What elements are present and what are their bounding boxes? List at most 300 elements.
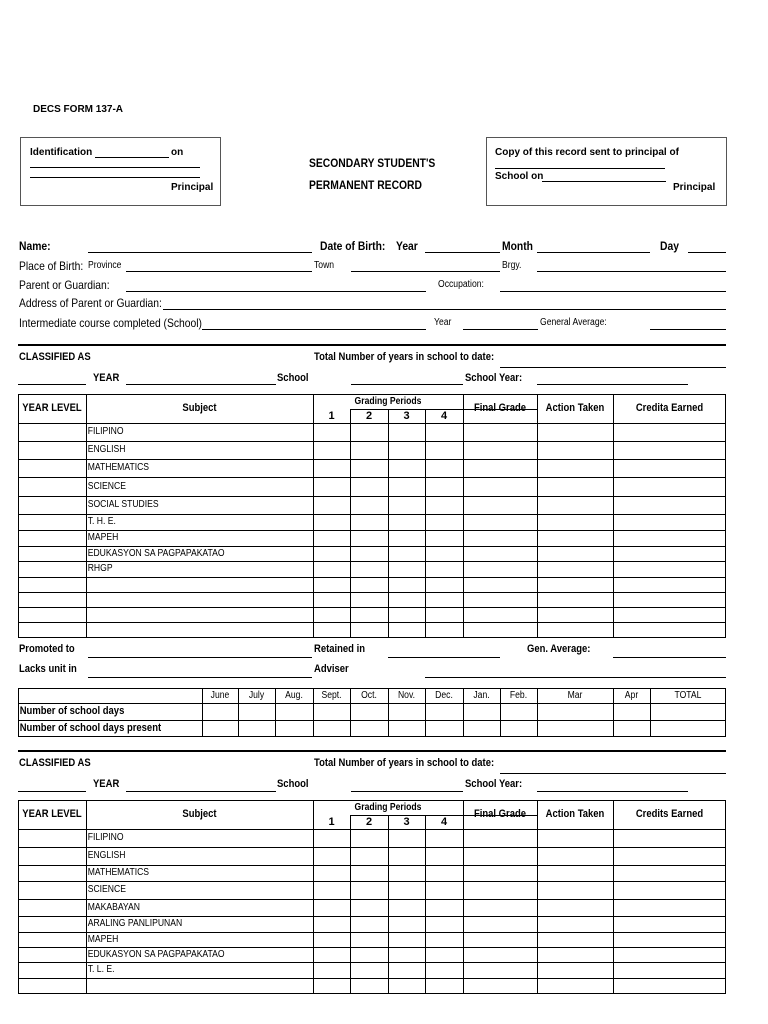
grade-cell[interactable] bbox=[463, 577, 537, 592]
dob-year-field[interactable] bbox=[425, 252, 500, 253]
grade-cell[interactable] bbox=[350, 546, 388, 561]
grade-cell[interactable] bbox=[537, 577, 613, 592]
grade-cell[interactable] bbox=[425, 899, 463, 916]
period-3-header: 3 bbox=[403, 815, 410, 828]
period-2-header: 2 bbox=[365, 815, 373, 828]
attendance-cell[interactable] bbox=[388, 703, 425, 720]
grade-cell[interactable] bbox=[537, 546, 613, 561]
month-header: Aug. bbox=[285, 689, 303, 701]
grade-cell[interactable] bbox=[463, 561, 537, 577]
section-divider-2 bbox=[18, 750, 726, 752]
grade-cell[interactable] bbox=[350, 459, 388, 477]
subject-cell: MAPEH bbox=[87, 933, 119, 945]
grade-cell[interactable] bbox=[350, 477, 388, 496]
month-header: Dec. bbox=[435, 689, 453, 701]
year-label: YEAR bbox=[93, 372, 120, 384]
grade-cell[interactable] bbox=[537, 829, 613, 847]
grade-cell[interactable] bbox=[350, 899, 388, 916]
month-header: Mar bbox=[567, 689, 583, 701]
month-header: Oct. bbox=[361, 689, 377, 701]
grade-cell[interactable] bbox=[613, 496, 726, 514]
subject-cell: ARALING PANLIPUNAN bbox=[87, 918, 183, 929]
grade-cell[interactable] bbox=[613, 829, 726, 847]
attendance-cell[interactable] bbox=[613, 703, 650, 720]
grade-cell[interactable] bbox=[388, 829, 425, 847]
subject-cell: MAKABAYAN bbox=[87, 901, 140, 913]
grade-cell[interactable] bbox=[313, 916, 350, 932]
grade-cell[interactable] bbox=[425, 514, 463, 530]
general-average-label: General Average: bbox=[540, 317, 607, 328]
grade-cell[interactable] bbox=[463, 530, 537, 546]
table-row bbox=[18, 865, 726, 881]
attendance-cell[interactable] bbox=[238, 720, 275, 737]
table-row bbox=[18, 962, 726, 978]
period-2-header: 2 bbox=[365, 409, 373, 422]
grade-cell[interactable] bbox=[313, 607, 350, 622]
grade-cell[interactable] bbox=[613, 916, 726, 932]
grade-cell[interactable] bbox=[613, 607, 726, 622]
grade-cell[interactable] bbox=[425, 441, 463, 459]
identification-box bbox=[20, 137, 221, 206]
identification-line[interactable] bbox=[95, 157, 169, 158]
grade-cell[interactable] bbox=[537, 622, 613, 638]
table-row bbox=[18, 592, 726, 607]
grade-cell[interactable] bbox=[425, 947, 463, 962]
name-label: Name: bbox=[19, 239, 51, 253]
period-3-header: 3 bbox=[403, 409, 410, 422]
table-row bbox=[18, 978, 726, 994]
credits-earned-header: Credita Earned bbox=[635, 402, 704, 414]
grade-cell[interactable] bbox=[463, 962, 537, 978]
adviser-label: Adviser bbox=[314, 663, 349, 675]
grade-cell[interactable] bbox=[613, 546, 726, 561]
form-title-line2: PERMANENT RECORD bbox=[309, 178, 422, 192]
grade-cell[interactable] bbox=[350, 441, 388, 459]
grade-cell[interactable] bbox=[350, 881, 388, 899]
subject-cell: SCIENCE bbox=[87, 884, 126, 895]
grade-cell[interactable] bbox=[313, 947, 350, 962]
grade-cell[interactable] bbox=[388, 592, 425, 607]
grade-cell[interactable] bbox=[313, 932, 350, 947]
subject-cell: MAPEH bbox=[87, 532, 119, 543]
attendance-cell[interactable] bbox=[313, 720, 350, 737]
grade-cell[interactable] bbox=[537, 423, 613, 441]
province-field[interactable] bbox=[126, 271, 312, 272]
school-on-line[interactable] bbox=[542, 181, 666, 182]
total-years-field[interactable] bbox=[500, 367, 726, 368]
grade-cell[interactable] bbox=[350, 561, 388, 577]
attendance-cell[interactable] bbox=[537, 703, 613, 720]
grade-cell[interactable] bbox=[425, 622, 463, 638]
grade-cell[interactable] bbox=[350, 592, 388, 607]
grade-cell[interactable] bbox=[463, 546, 537, 561]
table-row bbox=[18, 899, 726, 916]
grade-cell[interactable] bbox=[463, 514, 537, 530]
grade-cell[interactable] bbox=[388, 530, 425, 546]
grade-cell[interactable] bbox=[313, 577, 350, 592]
parent-label: Parent or Guardian: bbox=[19, 278, 110, 292]
classified-as-label-2: CLASSIFIED AS bbox=[19, 757, 91, 769]
grade-cell[interactable] bbox=[613, 865, 726, 881]
attendance-cell[interactable] bbox=[313, 703, 350, 720]
grade-cell[interactable] bbox=[425, 423, 463, 441]
grade-cell[interactable] bbox=[313, 441, 350, 459]
month-header: TOTAL bbox=[674, 689, 702, 701]
grade-cell[interactable] bbox=[313, 459, 350, 477]
grade-cell[interactable] bbox=[425, 881, 463, 899]
grade-cell[interactable] bbox=[388, 577, 425, 592]
month-header: Apr bbox=[624, 689, 639, 701]
subject-cell: RHGP bbox=[87, 563, 113, 574]
school-field-2[interactable] bbox=[351, 791, 463, 792]
grade-cell[interactable] bbox=[388, 978, 425, 994]
grade-cell[interactable] bbox=[425, 592, 463, 607]
grade-cell[interactable] bbox=[350, 932, 388, 947]
grade-cell[interactable] bbox=[388, 847, 425, 865]
grade-cell[interactable] bbox=[425, 829, 463, 847]
grade-cell[interactable] bbox=[613, 622, 726, 638]
grade-cell[interactable] bbox=[388, 932, 425, 947]
classified-year-field[interactable] bbox=[18, 384, 86, 385]
grade-cell[interactable] bbox=[425, 932, 463, 947]
grade-cell[interactable] bbox=[425, 459, 463, 477]
grade-cell[interactable] bbox=[463, 847, 537, 865]
attendance-cell[interactable] bbox=[388, 720, 425, 737]
identification-label: Identification bbox=[30, 147, 93, 158]
grade-cell[interactable] bbox=[350, 622, 388, 638]
grade-cell[interactable] bbox=[463, 829, 537, 847]
grade-cell[interactable] bbox=[350, 829, 388, 847]
grade-cell[interactable] bbox=[350, 916, 388, 932]
copy-record-box bbox=[486, 137, 727, 206]
attendance-cell[interactable] bbox=[275, 703, 313, 720]
promoted-to-label: Promoted to bbox=[19, 643, 75, 655]
grade-cell[interactable] bbox=[613, 978, 726, 994]
grade-cell[interactable] bbox=[425, 530, 463, 546]
subject-cell: T. L. E. bbox=[87, 964, 115, 975]
attendance-cell[interactable] bbox=[425, 720, 463, 737]
grade-cell[interactable] bbox=[388, 881, 425, 899]
grade-cell[interactable] bbox=[613, 847, 726, 865]
grade-cell[interactable] bbox=[313, 847, 350, 865]
grade-cell[interactable] bbox=[537, 947, 613, 962]
grade-cell[interactable] bbox=[313, 423, 350, 441]
month-header: Feb. bbox=[509, 689, 528, 701]
school-field[interactable] bbox=[351, 384, 463, 385]
school-year-label: School Year: bbox=[465, 372, 523, 384]
grade-cell[interactable] bbox=[613, 962, 726, 978]
grade-cell[interactable] bbox=[388, 561, 425, 577]
grade-cell[interactable] bbox=[388, 899, 425, 916]
grade-cell[interactable] bbox=[537, 514, 613, 530]
subject-header: Subject bbox=[182, 402, 217, 414]
grade-cell[interactable] bbox=[537, 899, 613, 916]
grade-cell[interactable] bbox=[350, 947, 388, 962]
grade-cell[interactable] bbox=[463, 496, 537, 514]
grade-cell[interactable] bbox=[613, 423, 726, 441]
school-label: School bbox=[277, 372, 309, 384]
adviser-field[interactable] bbox=[425, 677, 726, 678]
attendance-cell[interactable] bbox=[425, 703, 463, 720]
month-header: Jan. bbox=[473, 689, 490, 701]
grade-cell[interactable] bbox=[388, 496, 425, 514]
year-field-2[interactable] bbox=[126, 791, 276, 792]
grade-cell[interactable] bbox=[313, 514, 350, 530]
grade-cell[interactable] bbox=[350, 496, 388, 514]
grade-cell[interactable] bbox=[537, 530, 613, 546]
subject-cell: T. H. E. bbox=[87, 516, 116, 527]
grade-cell[interactable] bbox=[425, 978, 463, 994]
attendance-cell[interactable] bbox=[650, 720, 726, 737]
attendance-cell[interactable] bbox=[500, 703, 537, 720]
dob-month-label: Month bbox=[502, 239, 533, 253]
grade-cell[interactable] bbox=[463, 899, 537, 916]
grade-cell[interactable] bbox=[388, 477, 425, 496]
grade-cell[interactable] bbox=[613, 477, 726, 496]
grade-cell[interactable] bbox=[313, 622, 350, 638]
dob-month-field[interactable] bbox=[537, 252, 650, 253]
grade-cell[interactable] bbox=[313, 962, 350, 978]
table-row bbox=[18, 847, 726, 865]
grade-cell[interactable] bbox=[388, 441, 425, 459]
classified-year-field-2[interactable] bbox=[18, 791, 86, 792]
grade-cell[interactable] bbox=[425, 546, 463, 561]
grade-cell[interactable] bbox=[613, 530, 726, 546]
attendance-cell[interactable] bbox=[537, 720, 613, 737]
grades-table-2 bbox=[18, 800, 726, 994]
grade-cell[interactable] bbox=[613, 592, 726, 607]
grade-cell[interactable] bbox=[463, 865, 537, 881]
grade-cell[interactable] bbox=[388, 865, 425, 881]
grade-cell[interactable] bbox=[463, 916, 537, 932]
table-row bbox=[18, 577, 726, 592]
retained-in-label: Retained in bbox=[314, 643, 365, 655]
grade-cell[interactable] bbox=[313, 978, 350, 994]
form-code: DECS FORM 137-A bbox=[33, 104, 124, 115]
grade-cell[interactable] bbox=[463, 423, 537, 441]
total-years-field-2[interactable] bbox=[500, 773, 726, 774]
intermediate-year-field[interactable] bbox=[463, 329, 538, 330]
grade-cell[interactable] bbox=[463, 947, 537, 962]
grade-cell[interactable] bbox=[537, 459, 613, 477]
attendance-cell[interactable] bbox=[238, 703, 275, 720]
grade-cell[interactable] bbox=[425, 477, 463, 496]
grade-cell[interactable] bbox=[388, 947, 425, 962]
grade-cell[interactable] bbox=[350, 514, 388, 530]
grade-cell[interactable] bbox=[425, 561, 463, 577]
grade-cell[interactable] bbox=[537, 561, 613, 577]
parent-field[interactable] bbox=[126, 291, 426, 292]
school-year-field[interactable] bbox=[537, 384, 688, 385]
intermediate-year-label: Year bbox=[434, 317, 452, 328]
grade-cell[interactable] bbox=[613, 881, 726, 899]
province-label: Province bbox=[88, 260, 122, 271]
total-years-label: Total Number of years in school to date: bbox=[314, 351, 495, 363]
table-row bbox=[18, 561, 726, 577]
grade-cell[interactable] bbox=[613, 577, 726, 592]
school-on-label: School on bbox=[495, 171, 544, 182]
grade-cell[interactable] bbox=[425, 577, 463, 592]
grade-cell[interactable] bbox=[388, 546, 425, 561]
grade-cell[interactable] bbox=[388, 916, 425, 932]
identification-line-2[interactable] bbox=[30, 167, 200, 168]
grade-cell[interactable] bbox=[313, 881, 350, 899]
grading-periods-header: Grading Periods bbox=[354, 801, 422, 813]
grade-cell[interactable] bbox=[313, 592, 350, 607]
grade-cell[interactable] bbox=[388, 607, 425, 622]
attendance-cell[interactable] bbox=[350, 720, 388, 737]
grade-cell[interactable] bbox=[313, 561, 350, 577]
subject-cell: MATHEMATICS bbox=[87, 462, 150, 473]
grade-cell[interactable] bbox=[537, 962, 613, 978]
grade-cell[interactable] bbox=[613, 514, 726, 530]
grade-cell[interactable] bbox=[613, 441, 726, 459]
identification-line-3[interactable] bbox=[30, 177, 200, 178]
grade-cell[interactable] bbox=[537, 881, 613, 899]
grade-cell[interactable] bbox=[388, 962, 425, 978]
grade-cell[interactable] bbox=[313, 829, 350, 847]
grade-cell[interactable] bbox=[425, 865, 463, 881]
grade-cell[interactable] bbox=[537, 607, 613, 622]
month-header: July bbox=[248, 689, 265, 701]
grade-cell[interactable] bbox=[537, 916, 613, 932]
table-row bbox=[18, 546, 726, 561]
grade-cell[interactable] bbox=[313, 899, 350, 916]
copy-record-line[interactable] bbox=[495, 168, 665, 169]
brgy-field[interactable] bbox=[537, 271, 726, 272]
principal-label-left: Principal bbox=[171, 182, 214, 193]
grade-cell[interactable] bbox=[350, 865, 388, 881]
period-4-header: 4 bbox=[440, 409, 448, 422]
grade-cell[interactable] bbox=[463, 459, 537, 477]
table-row bbox=[18, 932, 726, 947]
month-header: Sept. bbox=[321, 689, 342, 701]
grade-cell[interactable] bbox=[537, 592, 613, 607]
school-label-2: School bbox=[277, 778, 309, 790]
form-title-line1: SECONDARY STUDENT'S bbox=[309, 156, 436, 170]
table-row bbox=[18, 881, 726, 899]
grade-cell[interactable] bbox=[425, 496, 463, 514]
grade-cell[interactable] bbox=[388, 459, 425, 477]
year-label-2: YEAR bbox=[93, 778, 120, 790]
grade-cell[interactable] bbox=[537, 441, 613, 459]
grade-cell[interactable] bbox=[613, 459, 726, 477]
grade-cell[interactable] bbox=[537, 978, 613, 994]
attendance-cell[interactable] bbox=[350, 703, 388, 720]
grade-cell[interactable] bbox=[537, 932, 613, 947]
action-taken-header: Action Taken bbox=[545, 808, 605, 820]
subject-cell: FILIPINO bbox=[87, 426, 124, 437]
table-row bbox=[18, 829, 726, 847]
year-field[interactable] bbox=[126, 384, 276, 385]
general-average-field[interactable] bbox=[650, 329, 726, 330]
grade-cell[interactable] bbox=[463, 881, 537, 899]
attendance-cell[interactable] bbox=[463, 720, 500, 737]
attendance-cell[interactable] bbox=[500, 720, 537, 737]
grade-cell[interactable] bbox=[313, 546, 350, 561]
intermediate-school-field[interactable] bbox=[202, 329, 426, 330]
grade-cell[interactable] bbox=[463, 592, 537, 607]
grade-cell[interactable] bbox=[463, 932, 537, 947]
grade-cell[interactable] bbox=[613, 947, 726, 962]
grade-cell[interactable] bbox=[613, 561, 726, 577]
attendance-cell[interactable] bbox=[650, 703, 726, 720]
grade-cell[interactable] bbox=[313, 865, 350, 881]
grade-cell[interactable] bbox=[425, 847, 463, 865]
address-field[interactable] bbox=[163, 309, 726, 310]
grade-cell[interactable] bbox=[350, 962, 388, 978]
attendance-cell[interactable] bbox=[613, 720, 650, 737]
dob-day-field[interactable] bbox=[688, 252, 726, 253]
grade-cell[interactable] bbox=[388, 514, 425, 530]
grade-cell[interactable] bbox=[613, 932, 726, 947]
gen-average-field[interactable] bbox=[613, 657, 726, 658]
school-year-label-2: School Year: bbox=[465, 778, 523, 790]
grade-cell[interactable] bbox=[313, 477, 350, 496]
grade-cell[interactable] bbox=[425, 962, 463, 978]
grade-cell[interactable] bbox=[463, 607, 537, 622]
grade-cell[interactable] bbox=[537, 477, 613, 496]
promoted-to-field[interactable] bbox=[88, 657, 312, 658]
table-row bbox=[18, 530, 726, 546]
action-taken-header: Action Taken bbox=[545, 402, 605, 414]
occupation-field[interactable] bbox=[500, 291, 726, 292]
table-row bbox=[18, 916, 726, 932]
grade-cell[interactable] bbox=[463, 622, 537, 638]
attendance-cell[interactable] bbox=[202, 703, 238, 720]
grade-cell[interactable] bbox=[463, 441, 537, 459]
grade-cell[interactable] bbox=[463, 477, 537, 496]
attendance-table bbox=[18, 688, 726, 737]
lacks-unit-field[interactable] bbox=[88, 677, 312, 678]
table-row bbox=[18, 441, 726, 459]
grade-cell[interactable] bbox=[537, 865, 613, 881]
grading-periods-header: Grading Periods bbox=[354, 395, 422, 407]
grade-cell[interactable] bbox=[350, 607, 388, 622]
grade-cell[interactable] bbox=[350, 847, 388, 865]
grade-cell[interactable] bbox=[537, 847, 613, 865]
school-days-present-label: Number of school days present bbox=[19, 722, 162, 734]
grade-cell[interactable] bbox=[537, 496, 613, 514]
retained-in-field[interactable] bbox=[388, 657, 500, 658]
grade-cell[interactable] bbox=[388, 622, 425, 638]
period-1-header: 1 bbox=[328, 409, 335, 422]
grade-cell[interactable] bbox=[463, 978, 537, 994]
grade-cell[interactable] bbox=[313, 530, 350, 546]
grade-cell[interactable] bbox=[350, 978, 388, 994]
grade-cell[interactable] bbox=[388, 423, 425, 441]
grade-cell[interactable] bbox=[425, 916, 463, 932]
grade-cell[interactable] bbox=[350, 423, 388, 441]
grade-cell[interactable] bbox=[425, 607, 463, 622]
attendance-cell[interactable] bbox=[202, 720, 238, 737]
credits-earned-header: Credits Earned bbox=[635, 808, 704, 820]
grade-cell[interactable] bbox=[313, 496, 350, 514]
period-4-header: 4 bbox=[440, 815, 448, 828]
attendance-cell[interactable] bbox=[463, 703, 500, 720]
grade-cell[interactable] bbox=[350, 530, 388, 546]
occupation-label: Occupation: bbox=[438, 279, 484, 290]
month-header: June bbox=[210, 689, 230, 701]
subject-cell: SCIENCE bbox=[87, 480, 126, 492]
school-year-field-2[interactable] bbox=[537, 791, 688, 792]
attendance-cell[interactable] bbox=[275, 720, 313, 737]
grade-cell[interactable] bbox=[350, 577, 388, 592]
town-field[interactable] bbox=[351, 271, 500, 272]
table-row bbox=[18, 947, 726, 962]
name-field[interactable] bbox=[88, 252, 312, 253]
grade-cell[interactable] bbox=[613, 899, 726, 916]
